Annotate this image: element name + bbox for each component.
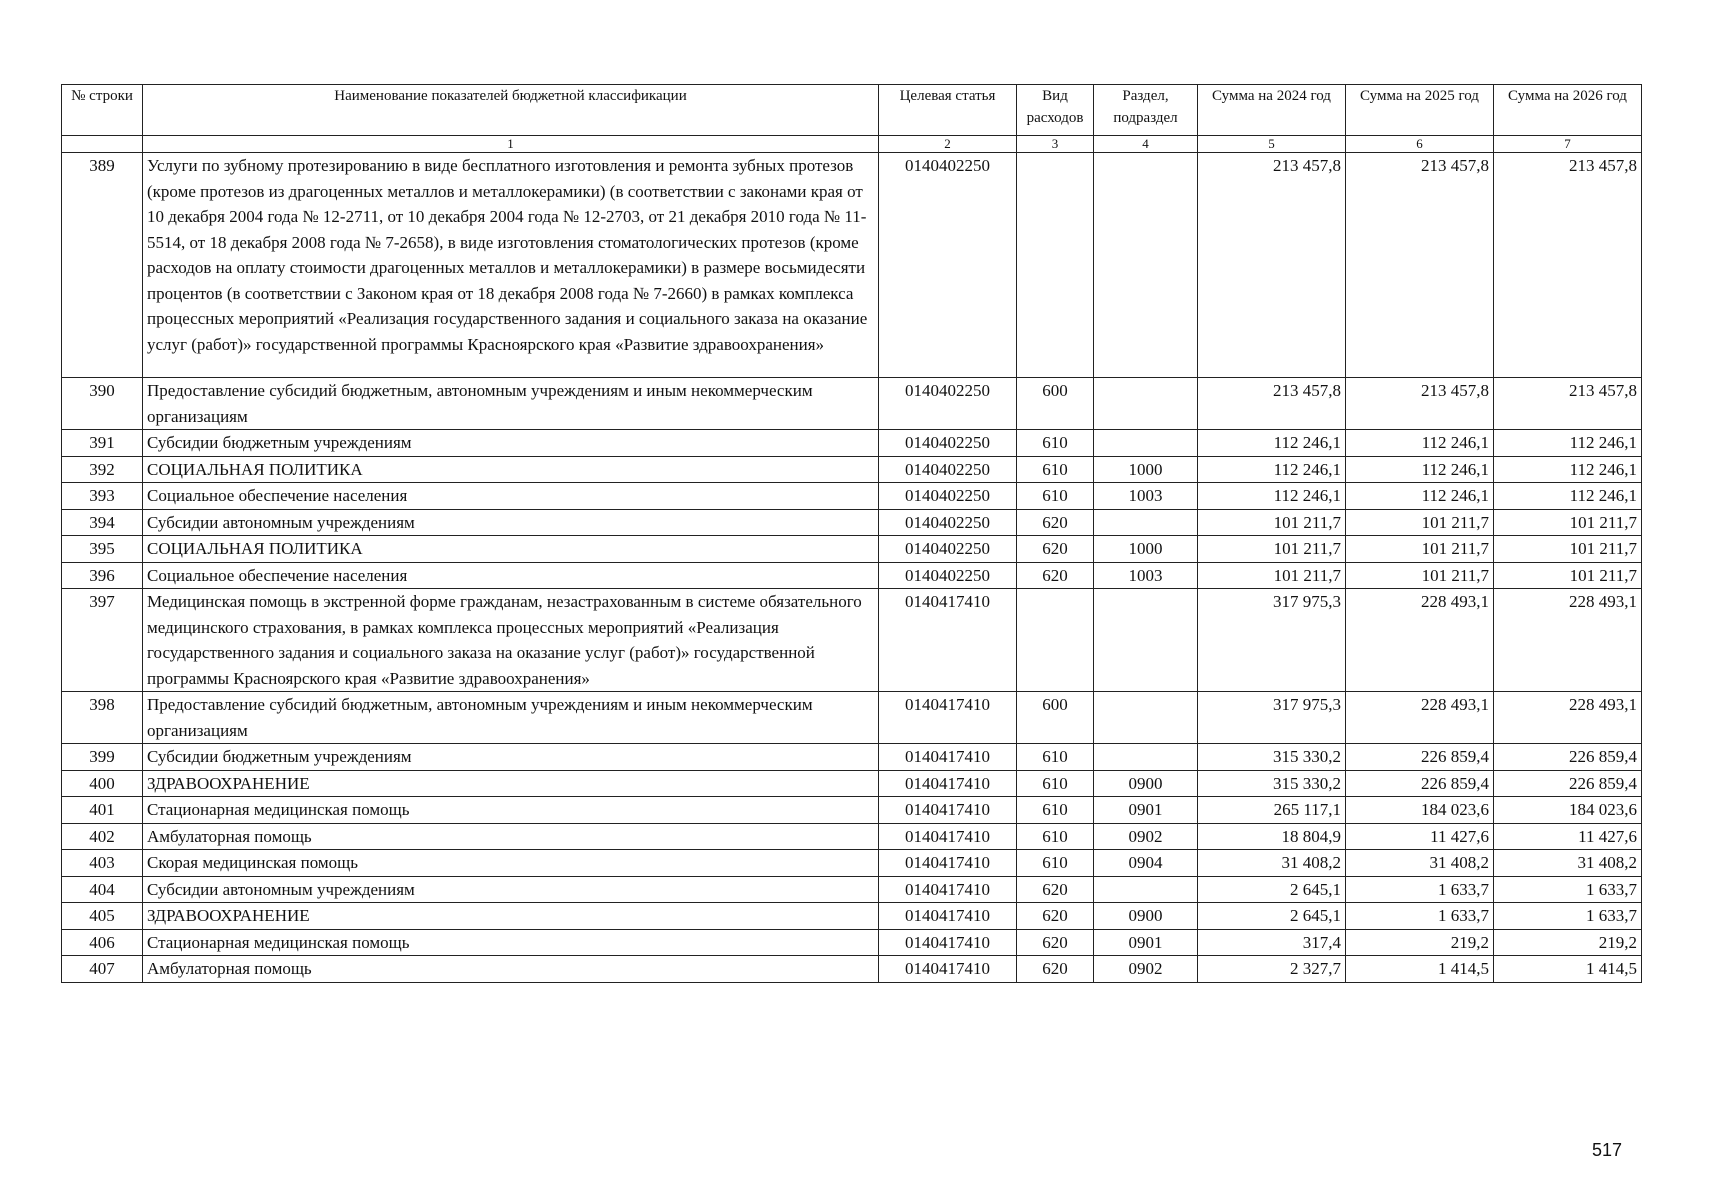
- amount-2024-cell: 101 211,7: [1198, 562, 1346, 589]
- amount-2025-cell: 112 246,1: [1346, 483, 1494, 510]
- target-cell: 0140402250: [879, 509, 1017, 536]
- target-cell: 0140417410: [879, 956, 1017, 983]
- kind-cell: 610: [1017, 744, 1094, 771]
- amount-2026-cell: 31 408,2: [1494, 850, 1642, 877]
- column-number: 4: [1094, 136, 1198, 153]
- target-cell: 0140402250: [879, 153, 1017, 378]
- kind-cell: 610: [1017, 797, 1094, 824]
- target-cell: 0140417410: [879, 692, 1017, 744]
- amount-2026-cell: 112 246,1: [1494, 430, 1642, 457]
- section-cell: [1094, 509, 1198, 536]
- amount-2026-cell: 228 493,1: [1494, 692, 1642, 744]
- name-cell: Стационарная медицинская помощь: [143, 797, 879, 824]
- amount-2025-cell: 219,2: [1346, 929, 1494, 956]
- name-cell: Субсидии бюджетным учреждениям: [143, 430, 879, 457]
- section-cell: 1003: [1094, 483, 1198, 510]
- table-row: [62, 903, 1642, 930]
- target-cell: 0140417410: [879, 850, 1017, 877]
- target-cell: 0140402250: [879, 483, 1017, 510]
- amount-2026-cell: 1 414,5: [1494, 956, 1642, 983]
- amount-2024-cell: 317 975,3: [1198, 692, 1346, 744]
- table-row: [62, 770, 1642, 797]
- row-number-cell: 394: [62, 509, 143, 536]
- name-cell: СОЦИАЛЬНАЯ ПОЛИТИКА: [143, 536, 879, 563]
- target-cell: 0140417410: [879, 929, 1017, 956]
- section-cell: [1094, 876, 1198, 903]
- section-cell: 0900: [1094, 770, 1198, 797]
- row-number-cell: 407: [62, 956, 143, 983]
- section-cell: [1094, 692, 1198, 744]
- row-number-cell: 396: [62, 562, 143, 589]
- table-row: [62, 562, 1642, 589]
- section-cell: 1000: [1094, 456, 1198, 483]
- section-cell: [1094, 744, 1198, 771]
- table-row: [62, 430, 1642, 457]
- section-cell: 1000: [1094, 536, 1198, 563]
- target-cell: 0140402250: [879, 456, 1017, 483]
- kind-cell: 610: [1017, 823, 1094, 850]
- amount-2025-cell: 213 457,8: [1346, 378, 1494, 430]
- section-cell: 1003: [1094, 562, 1198, 589]
- row-number-cell: 393: [62, 483, 143, 510]
- section-cell: [1094, 153, 1198, 378]
- amount-2025-cell: 228 493,1: [1346, 589, 1494, 692]
- name-cell: Скорая медицинская помощь: [143, 850, 879, 877]
- name-cell: Субсидии бюджетным учреждениям: [143, 744, 879, 771]
- table-row: [62, 536, 1642, 563]
- amount-2026-cell: 226 859,4: [1494, 744, 1642, 771]
- amount-2024-cell: 2 645,1: [1198, 876, 1346, 903]
- header-kind: Вид расходов: [1017, 85, 1094, 136]
- amount-2025-cell: 101 211,7: [1346, 536, 1494, 563]
- table-row: [62, 456, 1642, 483]
- amount-2024-cell: 2 645,1: [1198, 903, 1346, 930]
- table-row: [62, 153, 1642, 378]
- amount-2024-cell: 2 327,7: [1198, 956, 1346, 983]
- section-cell: 0901: [1094, 797, 1198, 824]
- header-row: [62, 85, 1642, 136]
- kind-cell: 620: [1017, 929, 1094, 956]
- section-cell: 0902: [1094, 823, 1198, 850]
- target-cell: 0140402250: [879, 562, 1017, 589]
- row-number-cell: 406: [62, 929, 143, 956]
- amount-2026-cell: 1 633,7: [1494, 903, 1642, 930]
- amount-2026-cell: 101 211,7: [1494, 536, 1642, 563]
- amount-2026-cell: 184 023,6: [1494, 797, 1642, 824]
- target-cell: 0140417410: [879, 744, 1017, 771]
- section-cell: [1094, 378, 1198, 430]
- page-number: 517: [1592, 1140, 1623, 1160]
- column-number: 3: [1017, 136, 1094, 153]
- name-cell: СОЦИАЛЬНАЯ ПОЛИТИКА: [143, 456, 879, 483]
- amount-2024-cell: 31 408,2: [1198, 850, 1346, 877]
- section-cell: 0902: [1094, 956, 1198, 983]
- amount-2026-cell: 11 427,6: [1494, 823, 1642, 850]
- amount-2026-cell: 112 246,1: [1494, 456, 1642, 483]
- row-number-cell: 392: [62, 456, 143, 483]
- column-number: 1: [143, 136, 879, 153]
- table-row: [62, 929, 1642, 956]
- kind-cell: 610: [1017, 430, 1094, 457]
- column-number: [62, 136, 143, 153]
- amount-2025-cell: 112 246,1: [1346, 430, 1494, 457]
- amount-2025-cell: 31 408,2: [1346, 850, 1494, 877]
- amount-2026-cell: 226 859,4: [1494, 770, 1642, 797]
- name-cell: ЗДРАВООХРАНЕНИЕ: [143, 770, 879, 797]
- amount-2024-cell: 112 246,1: [1198, 430, 1346, 457]
- table-row: [62, 797, 1642, 824]
- table-row: [62, 378, 1642, 430]
- target-cell: 0140417410: [879, 770, 1017, 797]
- table-body: [62, 153, 1642, 983]
- table-row: [62, 692, 1642, 744]
- row-number-cell: 398: [62, 692, 143, 744]
- name-cell: Предоставление субсидий бюджетным, автономным учреждениям и иным некоммерческим организациям: [143, 692, 879, 744]
- amount-2026-cell: 101 211,7: [1494, 509, 1642, 536]
- table-row: [62, 956, 1642, 983]
- name-cell: Стационарная медицинская помощь: [143, 929, 879, 956]
- amount-2024-cell: 213 457,8: [1198, 378, 1346, 430]
- kind-cell: 620: [1017, 536, 1094, 563]
- name-cell: ЗДРАВООХРАНЕНИЕ: [143, 903, 879, 930]
- kind-cell: 600: [1017, 378, 1094, 430]
- amount-2025-cell: 213 457,8: [1346, 153, 1494, 378]
- column-number: 2: [879, 136, 1017, 153]
- amount-2025-cell: 11 427,6: [1346, 823, 1494, 850]
- amount-2026-cell: 228 493,1: [1494, 589, 1642, 692]
- row-number-cell: 405: [62, 903, 143, 930]
- target-cell: 0140417410: [879, 903, 1017, 930]
- kind-cell: 620: [1017, 509, 1094, 536]
- table-row: [62, 589, 1642, 692]
- header-section: Раздел, подраздел: [1094, 85, 1198, 136]
- row-number-cell: 401: [62, 797, 143, 824]
- column-number-row: [62, 136, 1642, 153]
- kind-cell: 620: [1017, 562, 1094, 589]
- column-number: 5: [1198, 136, 1346, 153]
- amount-2024-cell: 101 211,7: [1198, 509, 1346, 536]
- row-number-cell: 395: [62, 536, 143, 563]
- name-cell: Предоставление субсидий бюджетным, автономным учреждениям и иным некоммерческим организациям: [143, 378, 879, 430]
- kind-cell: 610: [1017, 850, 1094, 877]
- header-row-number: № строки: [62, 85, 143, 136]
- amount-2024-cell: 18 804,9: [1198, 823, 1346, 850]
- column-number: 7: [1494, 136, 1642, 153]
- amount-2024-cell: 317 975,3: [1198, 589, 1346, 692]
- amount-2024-cell: 317,4: [1198, 929, 1346, 956]
- target-cell: 0140402250: [879, 536, 1017, 563]
- amount-2025-cell: 184 023,6: [1346, 797, 1494, 824]
- amount-2026-cell: 112 246,1: [1494, 483, 1642, 510]
- header-2026: Сумма на 2026 год: [1494, 85, 1642, 136]
- name-cell: Субсидии автономным учреждениям: [143, 509, 879, 536]
- row-number-cell: 399: [62, 744, 143, 771]
- name-cell: Субсидии автономным учреждениям: [143, 876, 879, 903]
- row-number-cell: 403: [62, 850, 143, 877]
- table-row: [62, 823, 1642, 850]
- amount-2024-cell: 265 117,1: [1198, 797, 1346, 824]
- budget-table: [61, 84, 1642, 983]
- row-number-cell: 397: [62, 589, 143, 692]
- kind-cell: 620: [1017, 956, 1094, 983]
- target-cell: 0140402250: [879, 378, 1017, 430]
- kind-cell: 600: [1017, 692, 1094, 744]
- target-cell: 0140402250: [879, 430, 1017, 457]
- amount-2026-cell: 1 633,7: [1494, 876, 1642, 903]
- table-row: [62, 850, 1642, 877]
- kind-cell: [1017, 589, 1094, 692]
- row-number-cell: 402: [62, 823, 143, 850]
- amount-2025-cell: 1 633,7: [1346, 903, 1494, 930]
- name-cell: Амбулаторная помощь: [143, 823, 879, 850]
- table-row: [62, 483, 1642, 510]
- table-row: [62, 876, 1642, 903]
- amount-2024-cell: 315 330,2: [1198, 770, 1346, 797]
- name-cell: Услуги по зубному протезированию в виде бесплатного изготовления и ремонта зубных протезов (кроме протезов из драгоценных металлов и металлокерамики) (в соответствии с законами края от 10 декабря 2004 года № 12-2711, от 10 декабря 2004 года № 12-2703, от 21 декабря 2010 года № 11-5514, от 18 декабря 2008 года № 7-2658), в виде изготовления стоматологических протезов (кроме расходов на оплату стоимости драгоценных металлов и металлокерамики) в размере восьмидесяти процентов (в соответствии с Законом края от 18 декабря 2008 года № 7-2660) в рамках комплекса процессных мероприятий «Реализация государственного задания и социального заказа на оказание услуг (работ)» государственной программы Красноярского края «Развитие здравоохранения»: [143, 153, 879, 378]
- name-cell: Амбулаторная помощь: [143, 956, 879, 983]
- header-name: Наименование показателей бюджетной классификации: [143, 85, 879, 136]
- amount-2025-cell: 1 414,5: [1346, 956, 1494, 983]
- section-cell: 0900: [1094, 903, 1198, 930]
- section-cell: 0901: [1094, 929, 1198, 956]
- amount-2025-cell: 226 859,4: [1346, 770, 1494, 797]
- amount-2025-cell: 112 246,1: [1346, 456, 1494, 483]
- row-number-cell: 391: [62, 430, 143, 457]
- amount-2026-cell: 213 457,8: [1494, 378, 1642, 430]
- name-cell: Социальное обеспечение населения: [143, 483, 879, 510]
- table-row: [62, 509, 1642, 536]
- kind-cell: [1017, 153, 1094, 378]
- header-target: Целевая статья: [879, 85, 1017, 136]
- amount-2025-cell: 1 633,7: [1346, 876, 1494, 903]
- amount-2025-cell: 101 211,7: [1346, 509, 1494, 536]
- table-row: [62, 744, 1642, 771]
- section-cell: [1094, 430, 1198, 457]
- amount-2026-cell: 213 457,8: [1494, 153, 1642, 378]
- section-cell: 0904: [1094, 850, 1198, 877]
- amount-2024-cell: 213 457,8: [1198, 153, 1346, 378]
- amount-2024-cell: 112 246,1: [1198, 483, 1346, 510]
- kind-cell: 620: [1017, 903, 1094, 930]
- amount-2026-cell: 101 211,7: [1494, 562, 1642, 589]
- header-2025: Сумма на 2025 год: [1346, 85, 1494, 136]
- target-cell: 0140417410: [879, 823, 1017, 850]
- header-2024: Сумма на 2024 год: [1198, 85, 1346, 136]
- amount-2025-cell: 228 493,1: [1346, 692, 1494, 744]
- row-number-cell: 404: [62, 876, 143, 903]
- row-number-cell: 389: [62, 153, 143, 378]
- row-number-cell: 390: [62, 378, 143, 430]
- amount-2026-cell: 219,2: [1494, 929, 1642, 956]
- amount-2024-cell: 101 211,7: [1198, 536, 1346, 563]
- target-cell: 0140417410: [879, 876, 1017, 903]
- amount-2024-cell: 315 330,2: [1198, 744, 1346, 771]
- kind-cell: 620: [1017, 876, 1094, 903]
- target-cell: 0140417410: [879, 589, 1017, 692]
- kind-cell: 610: [1017, 770, 1094, 797]
- name-cell: Медицинская помощь в экстренной форме гражданам, незастрахованным в системе обязательного медицинского страхования, в рамках комплекса процессных мероприятий «Реализация государственного задания и социального заказа на оказание услуг (работ)» государственной программы Красноярского края «Развитие здравоохранения»: [143, 589, 879, 692]
- name-cell: Социальное обеспечение населения: [143, 562, 879, 589]
- section-cell: [1094, 589, 1198, 692]
- kind-cell: 610: [1017, 456, 1094, 483]
- kind-cell: 610: [1017, 483, 1094, 510]
- amount-2024-cell: 112 246,1: [1198, 456, 1346, 483]
- column-number: 6: [1346, 136, 1494, 153]
- amount-2025-cell: 101 211,7: [1346, 562, 1494, 589]
- row-number-cell: 400: [62, 770, 143, 797]
- target-cell: 0140417410: [879, 797, 1017, 824]
- amount-2025-cell: 226 859,4: [1346, 744, 1494, 771]
